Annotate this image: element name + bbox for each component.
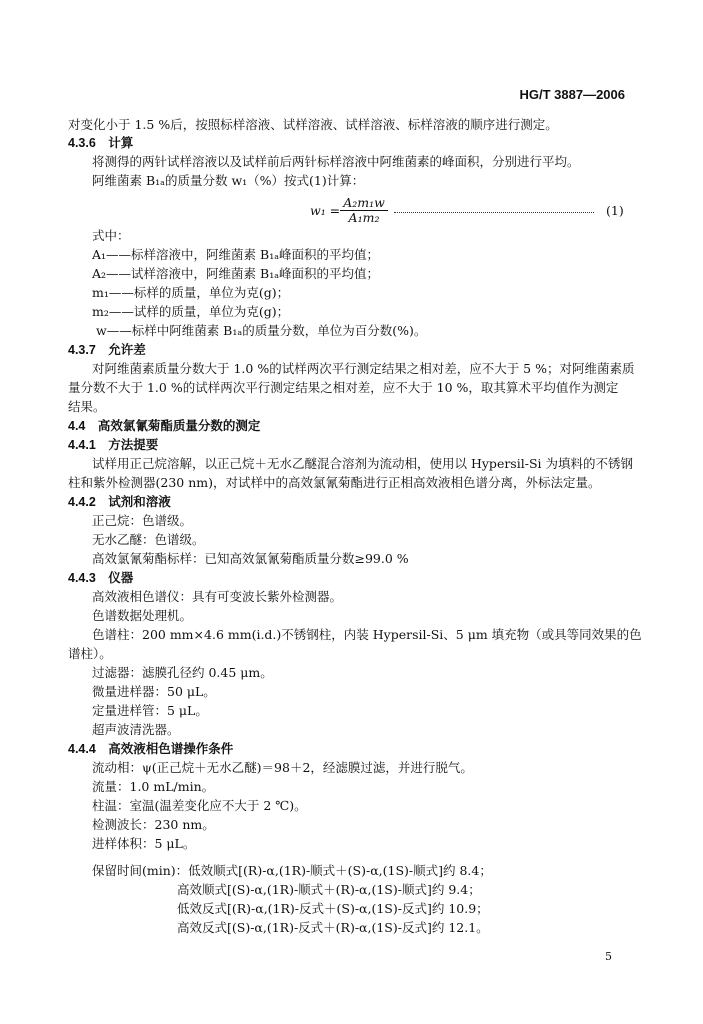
variable-def: A₂——试样溶液中，阿维菌素 B₁ₐ峰面积的平均值；	[92, 266, 380, 281]
text-line: 式中：	[92, 228, 130, 243]
text-line: 超声波清洗器。	[92, 722, 180, 737]
section-heading: 4.4.2 试剂和溶液	[68, 495, 171, 509]
text-line: 微量进样器：50 μL。	[92, 684, 216, 699]
formula-fraction	[340, 196, 388, 225]
text-line: 量分数不大于 1.0 %的试样两次平行测定结果之相对差，应不大于 10 %，取其算术平均值作为测定	[68, 380, 619, 395]
retention-time: 高效顺式[(S)-α,(1R)-顺式＋(R)-α,(1S)-顺式]约 9.4；	[177, 882, 481, 897]
text-line: 定量进样管：5 μL。	[92, 703, 208, 718]
text-line: 无水乙醚：色谱级。	[92, 532, 205, 547]
equation-number: (1)	[606, 203, 624, 218]
text-line: 流量：1.0 mL/min。	[92, 779, 215, 794]
page-number: 5	[605, 950, 612, 963]
text-line: 高效氯氰菊酯标样：已知高效氯氰菊酯质量分数≥99.0 %	[92, 551, 409, 566]
text-line: 进样体积：5 μL。	[92, 836, 196, 851]
section-heading: 4.3.6 计算	[68, 136, 134, 150]
section-heading: 4.4.3 仪器	[68, 571, 134, 585]
formula-denominator: A₁m₂	[348, 210, 380, 225]
text-line: 阿维菌素 B₁ₐ的质量分数 w₁（%）按式(1)计算：	[92, 173, 365, 188]
retention-time: 保留时间(min)：低效顺式[(R)-α,(1R)-顺式＋(S)-α,(1S)-顺式]约 8.4；	[92, 863, 492, 878]
text-line: 高效液相色谱仪：具有可变波长紫外检测器。	[92, 589, 343, 604]
variable-def: A₁——标样溶液中，阿维菌素 B₁ₐ峰面积的平均值；	[92, 247, 380, 262]
formula-1	[310, 196, 630, 224]
text-line: 将测得的两针试样溶液以及试样前后两针标样溶液中阿维菌素的峰面积，分别进行平均。	[92, 154, 580, 169]
section-heading: 4.4.1 方法提要	[68, 438, 159, 452]
text-line: 结果。	[68, 399, 106, 414]
section-heading: 4.4 高效氯氰菊酯质量分数的测定	[68, 419, 261, 433]
text-line: 对阿维菌素质量分数大于 1.0 %的试样两次平行测定结果之相对差，应不大于 5 %；对阿维菌素质	[92, 361, 635, 376]
text-line: 试样用正己烷溶解，以正己烷＋无水乙醚混合溶剂为流动相，使用以 Hypersil-Si 为填料的不锈钢	[92, 456, 633, 471]
text-line: 色谱柱：200 mm×4.6 mm(i.d.)不锈钢柱，内装 Hypersil-Si、5 μm 填充物（或具等同效果的色	[92, 627, 642, 642]
text-line: 谱柱）。	[68, 646, 112, 661]
text-line: 色谱数据处理机。	[92, 608, 193, 623]
retention-time: 低效反式[(R)-α,(1R)-反式＋(S)-α,(1S)-反式]约 10.9；	[177, 901, 489, 916]
section-heading: 4.4.4 高效液相色谱操作条件	[68, 742, 234, 756]
text-line: 柱和紫外检测器(230 nm)，对试样中的高效氯氰菊酯进行正相高效液相色谱分离，外标法定量。	[68, 475, 601, 490]
standard-number: HG/T 3887—2006	[519, 87, 625, 102]
section-heading: 4.3.7 允许差	[68, 343, 146, 357]
text-line: 过滤器：滤膜孔径约 0.45 μm。	[92, 665, 273, 680]
variable-def: m₁——标样的质量，单位为克(g)；	[92, 285, 290, 300]
text-line: 检测波长：230 nm。	[92, 817, 215, 832]
text-line: 正己烷：色谱级。	[92, 513, 193, 528]
text-line: 柱温：室温(温差变化应不大于 2 ℃)。	[92, 798, 307, 813]
variable-def: m₂——试样的质量，单位为克(g)；	[92, 304, 290, 319]
variable-def: w——标样中阿维菌素 B₁ₐ的质量分数，单位为百分数(%)。	[96, 323, 427, 338]
leader-dots	[394, 202, 594, 213]
retention-time: 高效反式[(S)-α,(1R)-反式＋(R)-α,(1S)-反式]约 12.1。	[177, 920, 489, 935]
text-line: 流动相：ψ(正己烷＋无水乙醚)＝98＋2，经滤膜过滤，并进行脱气。	[92, 760, 473, 775]
formula-numerator: A₂m₁w	[340, 196, 388, 211]
formula-lhs: w₁ =	[310, 203, 341, 218]
text-line: 对变化小于 1.5 %后，按照标样溶液、试样溶液、试样溶液、标样溶液的顺序进行测定。	[68, 117, 558, 132]
